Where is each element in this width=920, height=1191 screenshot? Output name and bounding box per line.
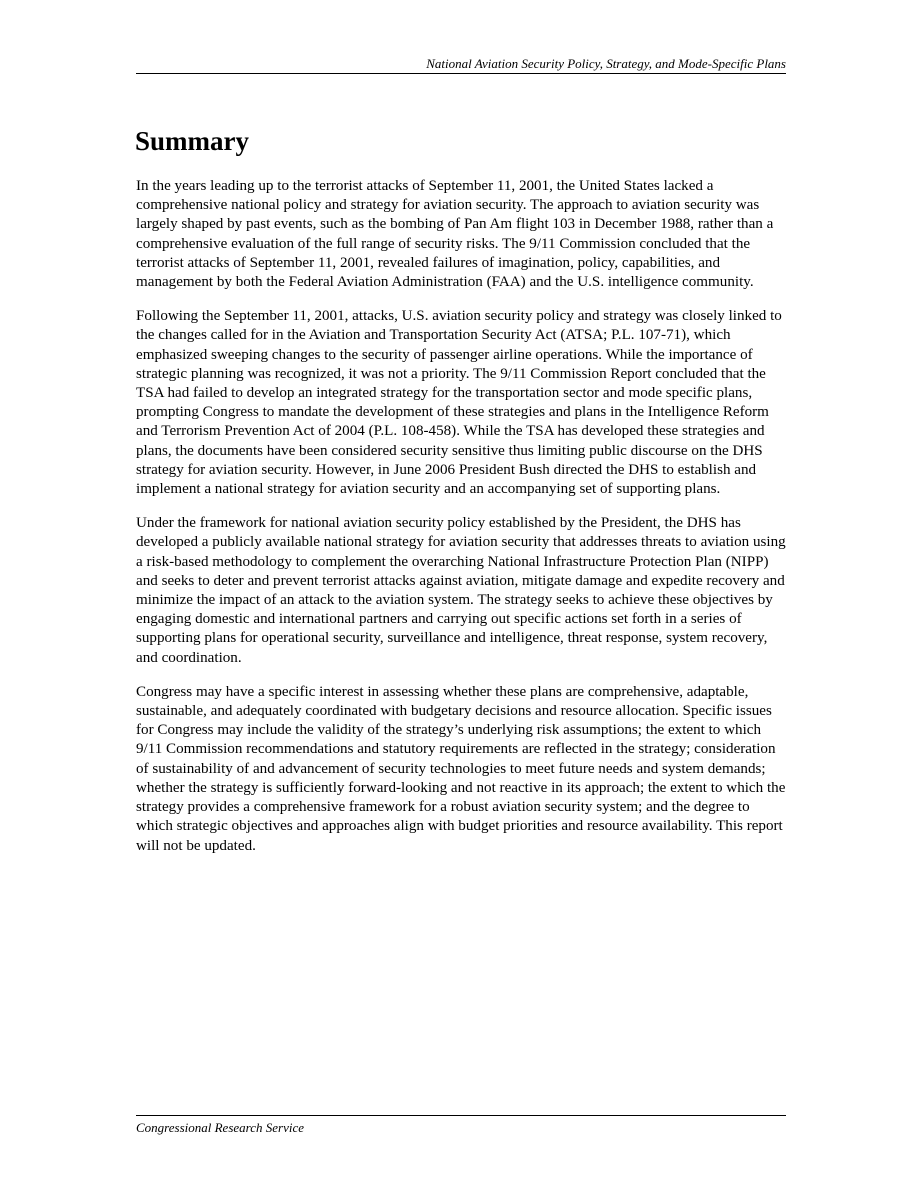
section-heading: Summary xyxy=(135,126,249,156)
footer-rule xyxy=(136,1115,786,1116)
header-rule xyxy=(136,73,786,74)
running-header: National Aviation Security Policy, Strategy, and Mode-Specific Plans xyxy=(426,56,786,71)
body-text xyxy=(136,177,786,871)
paragraph: In the years leading up to the terrorist attacks of September 11, 2001, the United States lacked a comprehensive national policy and strategy for aviation security. The approach to aviation security was largely shaped by past events, such as the bombing of Pan Am flight 103 in December 1988, rather than a comprehensive evaluation of the full range of security risks. The 9/11 Commission concluded that the terrorist attacks of September 11, 2001, revealed failures of imagination, policy, capabilities, and management by both the Federal Aviation Administration (FAA) and the U.S. intelligence community. xyxy=(136,178,774,291)
paragraph: Following the September 11, 2001, attacks, U.S. aviation security policy and strategy was closely linked to the changes called for in the Aviation and Transportation Security Act (ATSA; P.L. 107-71), which emphasized sweeping changes to the security of passenger airline operations. While the importance of strategic planning was recognized, it was not a priority. The 9/11 Commission Report concluded that the TSA had failed to develop an integrated strategy for the transportation sector and mode specific plans, prompting Congress to mandate the development of these strategies and plans in the Intelligence Reform and Terrorism Prevention Act of 2004 (P.L. 108-458). While the TSA has developed these strategies and plans, the documents have been considered security sensitive thus limiting public discourse on the DHS strategy for aviation security. However, in June 2006 President Bush directed the DHS to establish and implement a national strategy for aviation security and an accompanying set of supporting plans. xyxy=(136,308,782,498)
paragraph: Congress may have a specific interest in assessing whether these plans are comprehensive, adaptable, sustainable, and adequately coordinated with budgetary decisions and resource allocation. Specific issues for Congress may include the validity of the strategy’s underlying risk assumptions; the extent to which 9/11 Commission recommendations and statutory requirements are reflected in the strategy; consideration of sustainability of and advancement of security technologies to meet future needs and system demands; whether the strategy is sufficiently forward-looking and not reactive in its approach; the extent to which the strategy provides a comprehensive framework for a robust aviation security system; and the degree to which strategic objectives and approaches align with budget priorities and resource availability. This report will not be updated. xyxy=(136,683,786,854)
running-footer: Congressional Research Service xyxy=(136,1120,304,1135)
paragraph: Under the framework for national aviation security policy established by the President, the DHS has developed a publicly available national strategy for aviation security that addresses threats to aviation using a risk-based methodology to complement the overarching National Infrastructure Protection Plan (NIPP) and seeks to deter and prevent terrorist attacks against aviation, mitigate damage and expedite recovery and minimize the impact of an attack to the aviation system. The strategy seeks to achieve these objectives by engaging domestic and international partners and carrying out specific actions set forth in a series of supporting plans for operational security, surveillance and intelligence, threat response, system recovery, and coordination. xyxy=(136,515,786,666)
